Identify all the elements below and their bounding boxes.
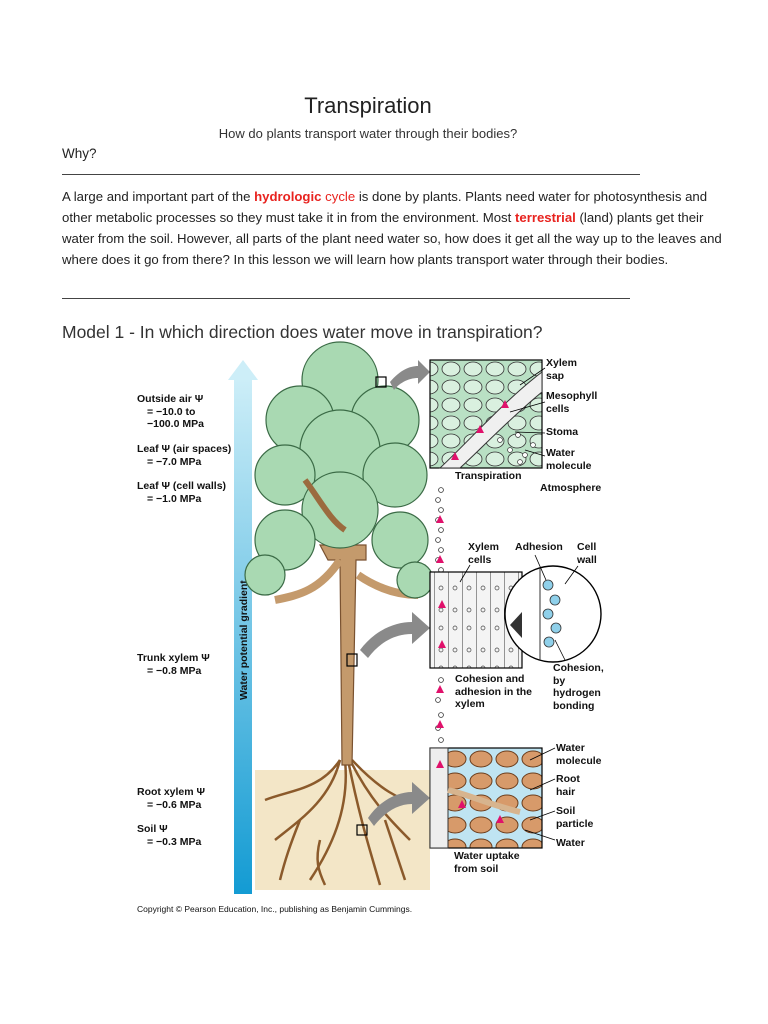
label-xylem-cells: Xylem cells	[468, 541, 499, 566]
label-soil-particle: Soil particle	[556, 805, 594, 830]
panel-uptake	[430, 748, 542, 848]
page-title: Transpiration	[304, 93, 432, 118]
term-hydrologic: hydrologic	[254, 189, 322, 204]
label-cell-wall: Cell wall	[577, 541, 597, 566]
why-label: Why?	[62, 146, 97, 161]
label-atmosphere: Atmosphere	[540, 482, 602, 494]
label-cohesion: Cohesion, by hydrogen bonding	[553, 662, 604, 712]
caption-water-uptake: Water uptake from soil	[454, 850, 520, 875]
para-text-1: A large and important part of the	[62, 189, 255, 204]
model-heading: Model 1 - In which direction does water move in transpiration?	[62, 322, 543, 342]
label-water: Water	[556, 837, 585, 849]
potential-name: Soil Ψ	[137, 823, 168, 835]
potential-value: = −1.0 MPa	[147, 492, 202, 505]
potential-name: Leaf Ψ (cell walls)	[137, 480, 227, 492]
page-subtitle: How do plants transport water through their bodies?	[218, 126, 518, 141]
potential-value: = −0.8 MPa	[147, 664, 202, 677]
potential-value: = −0.6 MPa	[147, 798, 202, 811]
label-mesophyll-cells: Mesophyll cells	[546, 390, 598, 415]
gradient-label: Water potential gradient	[238, 580, 250, 700]
label-water-molecule-bottom: Water molecule	[556, 742, 602, 767]
potential-value: = −10.0 to	[147, 405, 196, 418]
term-terrestrial: terrestrial	[514, 210, 576, 225]
caption-transpiration: Transpiration	[455, 470, 522, 482]
label-adhesion: Adhesion	[515, 541, 563, 553]
potential-value: = −0.3 MPa	[147, 835, 202, 848]
potential-value: = −7.0 MPa	[147, 455, 202, 468]
potential-name: Trunk xylem Ψ	[137, 652, 210, 664]
copyright-notice: Copyright © Pearson Education, Inc., publishing as Benjamin Cummings.	[137, 904, 413, 914]
para-text-3: (land) plants get their water from the soil. However, all parts of the plant need water so, how does it get all the way up to the leaves and where does it go from there? In this lesson we will learn how plants transport water through their bodies.	[62, 210, 722, 267]
panel-transpiration	[430, 360, 542, 468]
potential-name: Leaf Ψ (air spaces)	[137, 443, 232, 455]
label-xylem-sap: Xylem sap	[546, 357, 577, 382]
label-water-molecule-top: Water molecule	[546, 447, 592, 472]
para-text-2: is done by plants. Plants need water for photosynthesis and other metabolic processes so they must take it in from the environment. Most	[62, 189, 708, 225]
potential-name: Outside air Ψ	[137, 393, 204, 405]
potential-name: Root xylem Ψ	[137, 786, 206, 798]
caption-cohesion-adhesion: Cohesion and adhesion in the xylem	[455, 673, 533, 710]
label-root-hair: Root hair	[556, 773, 580, 798]
term-cycle: cycle	[321, 189, 356, 204]
panel-cohesion	[430, 566, 601, 668]
label-stoma: Stoma	[546, 426, 579, 438]
potential-value: −100.0 MPa	[147, 418, 204, 430]
